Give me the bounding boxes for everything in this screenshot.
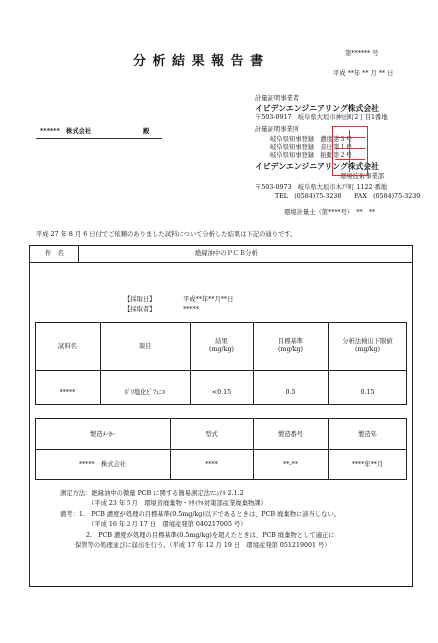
cell-manufacturer: ***** 株式会社	[78, 461, 127, 468]
sampling-date-label: 【採取日】	[124, 296, 156, 303]
col-header-manufacturer: 製造ﾒｰｶｰ	[89, 431, 116, 438]
company-seal	[332, 126, 368, 176]
col-header-target: 目標基準 (mg/kg)	[277, 338, 304, 353]
recipient-name: ****** 株式会社	[40, 128, 92, 135]
cell-detection-limit: 0.15	[360, 389, 375, 396]
registration-1: 岐阜県知事登録 濃度第３号	[270, 136, 352, 143]
measurer: 環境計量士（第****号） ** **	[284, 209, 376, 216]
issuer-company: イビデンエンジニアリング株式会社	[255, 104, 379, 113]
equipment-col-divider	[328, 418, 329, 480]
col-header-year: 製造年	[358, 431, 377, 438]
sampling-date-value: 平成**年**月**日	[183, 296, 234, 303]
cell-sample-name: *****	[59, 389, 76, 396]
issuer-company-2: イビデンエンジニアリング株式会社	[255, 162, 379, 171]
subject-underline	[29, 262, 413, 263]
remark-2-source: 保管等の処理並びに届出を行う。（平成 17 年 12 月 19 日 環境産発第 051219001 号）	[75, 542, 331, 549]
col-header-serial: 製造番号	[277, 431, 304, 438]
registration-3: 岐阜県知事登録 振動第２号	[270, 152, 352, 159]
cell-target: 0.5	[285, 389, 296, 396]
issuer-tel-fax: TEL (0584)75-3238 FAX (0584)75-3239	[275, 193, 421, 200]
page-title: 分 析 結 果 報 告 書	[133, 54, 265, 69]
cell-serial: **-**	[283, 461, 298, 468]
subject-value: 絶縁油中のＰＣＢ分析	[195, 250, 258, 257]
cell-model: ****	[205, 461, 218, 468]
col-header-result: 結果 (mg/kg)	[209, 338, 234, 353]
col-header-detection-limit: 分析法検出下限値 (mg/kg)	[342, 338, 393, 353]
remark-1-source: （平成 16 年２月 17 日 環境産発第 040217005 号）	[88, 521, 247, 528]
recipient-underline	[36, 138, 162, 139]
cell-result: <0.15	[211, 389, 232, 396]
equipment-table-header-line	[35, 449, 407, 450]
method-source: （平成 23 年５月 環境省廃棄物・ﾘｻｲｸﾙ対策部産業廃棄物課）	[88, 500, 267, 507]
subject-label: 件 名	[45, 250, 64, 257]
cert-office-label: 計量証明事業所	[255, 126, 300, 133]
registrant-label: 計量証明事業者	[255, 95, 300, 102]
remark-1: 備考：1. PCB 濃度が処理の目標基準(0.5mg/kg)以下であるときは、PCB 廃棄物に該当しない。	[60, 511, 341, 518]
sampler-label: 【採取者】	[124, 306, 156, 313]
method-note: 測定方法：絶縁油中の微量 PCB に関する簡易測定法ﾏﾆｭｱﾙ 2.1.2	[60, 490, 244, 497]
equipment-col-divider	[253, 418, 254, 480]
results-table-header-line	[35, 370, 407, 371]
issuer-address-2: 〒503-0973 岐阜県大垣市木戸町 1122 番地	[255, 184, 388, 191]
remark-2: 2. PCB 濃度が処理の目標基準(0.5mg/kg)を超えたときは、PCB 廃棄物として適正に	[86, 532, 335, 539]
cell-item: ﾎﾟﾘ塩化ﾋﾞﾌｪﾆﾙ	[124, 389, 166, 396]
issuer-division: 環境技術事業部	[340, 173, 385, 180]
report-date: 平成 **年 ** 月 ** 日	[333, 70, 394, 77]
registration-2: 岐阜県知事登録 音圧第１号	[270, 144, 352, 151]
equipment-col-divider	[170, 418, 171, 480]
col-header-sample: 試料名	[58, 343, 77, 350]
sampler-value: *****	[183, 306, 199, 313]
col-header-model: 型式	[205, 431, 218, 438]
recipient-honorific: 殿	[143, 128, 150, 135]
cell-year: ****年**月	[351, 461, 384, 468]
report-number: 第****** 号	[345, 50, 379, 57]
subject-divider	[78, 245, 79, 262]
issuer-address: 〒503-0917 岐阜県大垣市神田町2丁目1番地	[255, 114, 388, 121]
intro-text: 平成 27 年 8 月 6 日付でご依頼のありました試料について分析した結果は下記の通りです。	[36, 231, 297, 238]
col-header-item: 項目	[138, 343, 152, 350]
